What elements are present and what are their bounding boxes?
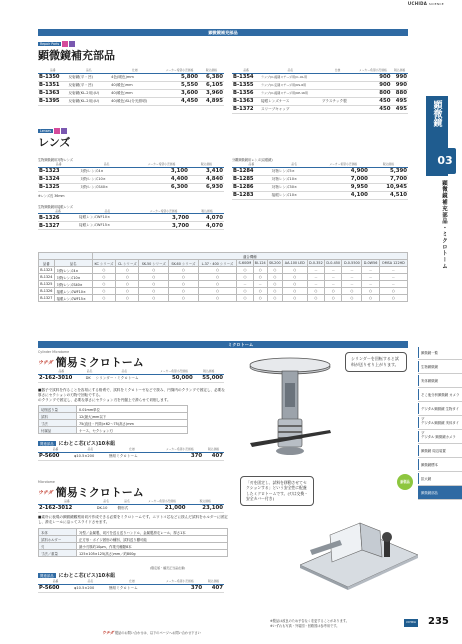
compat-mark: ○ [267,274,282,281]
compat-mark: － [362,274,379,281]
related-item: にわとこ芯(ビス)10本組 [58,441,116,447]
col-header: 税込価格 [369,162,408,167]
compat-mark: ○ [116,267,139,274]
microtome2-callout: 「刃を固定し、試料を移動させてセクションする」という安全性に配慮したミクロトームです。(刃は交換・安全カバー付き) [240,476,314,506]
compat-row [39,281,408,288]
sidebar-nav-item[interactable]: デジタル顕微鏡 実体タイプ [418,416,462,430]
table-row: 2-162-3010 DK シリンダー・ミクロトーム 50,000 55,000 [39,375,223,381]
table-row: B-1284 対物レンズ5× 4,900 5,390 [233,168,407,174]
compat-mark: ○ [362,288,379,295]
col-header: 仕様 [108,447,156,452]
compat-col-header: 品名 [54,260,92,267]
compat-mark: － [307,267,324,274]
compat-mark: － [253,281,267,288]
compat-mark: ○ [116,274,139,281]
col-header: 品番 [38,499,96,504]
compat-mark: ○ [169,288,199,295]
footer-left-text: 製品のお問い合わせは、以下のページへお問い合わせ下さい [114,631,201,635]
footer-logo: ウチダ [102,630,114,635]
col-header: 品番 [38,68,68,73]
table-row: B-1372 スリーブキャップ 450 495 [233,106,407,112]
col-header: メーカー希望小売価格 [354,68,391,73]
desc-line: のクランプで固定し、必要な厚さにセクション刃を円盤上で滑らせて切削します。 [38,398,171,402]
compat-mark: ○ [237,295,253,302]
compat-mark: ○ [169,281,199,288]
compat-mark: ○ [253,274,267,281]
compat-mark: － [362,281,379,288]
sidebar-nav-item[interactable]: 顕微鏡標本 [418,458,462,472]
compat-mark: ○ [282,274,307,281]
compat-mark: ○ [92,274,115,281]
compat-cell: 接眼レンズWF15× [54,295,92,302]
maker-logo: ウチダ [38,489,53,496]
compat-col-header: SK-200 [268,261,281,265]
col-header: 仕様 [110,68,160,73]
col-header: メーカー希望小売価格 [137,499,186,504]
table-row: P-5600 φ10.5×200 簡易ミクロトーム 370 407 [39,453,223,459]
compat-cell: 対物レンズ4× [54,267,92,274]
compat-mark: ○ [92,295,115,302]
col-header: メーカー希望小売価格 [154,369,194,374]
sidebar-nav-item[interactable]: 顕微鏡 周辺装置 [418,444,462,458]
compat-mark: ○ [198,267,237,274]
related-item: にわとこ芯(ビス)10本組 [58,573,116,579]
col-header: 税込価格 [199,68,224,73]
compat-mark: ○ [282,295,307,302]
compat-mark: － [237,281,253,288]
repair-parts-section [38,41,408,63]
table-row: B-1354 ランプ(C.後期ステージ用)C.-KL用 900 990 [233,74,407,80]
spec-row: 切削送り量 0.01mm単位 [39,406,188,413]
col-header: 品番 [38,369,85,374]
new-product-badge: 新製品 [397,474,413,490]
compat-col-header: D-0-450 [326,261,341,265]
desc-line: ■器子で試料を作ることを容易にする格責で、試料をミクロトーゼなどで挟み、円筒内のクランプで固定し、必要な厚さにセクションの刃物で回転でする。 [38,388,225,397]
col-header: メーカー希望小売価格 [134,162,189,167]
compat-mark: － [342,274,362,281]
compat-mark: ○ [116,295,139,302]
chapter-number: 03 [434,148,456,174]
table-row: B-1283 接眼レンズ10× 4,100 4,510 [233,192,407,198]
table-row: B-1327 接眼レンズWF15× 3,700 4,070 [39,222,223,229]
compat-mark: ○ [237,274,253,281]
table-row: B-1395 反射鏡(KL-2用)(U) 40(暖色)SL(分光照明) 4,450 4,895 [39,98,223,104]
compat-mark: ○ [253,288,267,295]
compat-mark: ○ [139,288,169,295]
compat-cell: B-1325 [40,282,53,286]
sidebar-nav-item[interactable]: 実体顕微鏡 [418,374,462,388]
spec-row: 試料ホルダー 正方形・ボイジ固形の種別、試料送り棚可能 [39,536,228,543]
col-header: 品名 [85,369,95,374]
sidebar-nav-item[interactable]: 拡大鏡 [418,472,462,486]
compat-mark: ○ [362,295,379,302]
compat-mark: ○ [267,288,282,295]
compat-mark: ○ [267,281,282,288]
lens-note: ※レンズ長 36mm [38,193,65,198]
col-header: 品名 [271,162,318,167]
compat-mark: ○ [282,267,307,274]
table-row: B-1363 反射鏡(KL-2用)(U) 40(暖色)mm 3,600 3,960 [39,90,223,96]
compat-mark: － [325,267,342,274]
compat-col-header: D-0W56 [363,261,378,265]
compat-mark: ○ [342,295,362,302]
spec-row: 寸法 75(直径・円筒)×62～75(高さ)mm [39,420,188,427]
compat-mark: ○ [237,267,253,274]
footer-brand-badge: UCHIDA [404,619,418,627]
compat-col-header: CL シリーズ [116,260,139,267]
compat-cell: 対物レンズS40× [54,281,92,288]
compat-mark: ○ [325,295,342,302]
compat-mark: ○ [92,267,115,274]
col-header: 税込価格 [194,369,224,374]
compat-col-header: L-37・400 シリーズ [198,260,237,267]
col-header: 品名 [79,162,133,167]
compat-cell: B-1326 [40,289,53,293]
compat-col-header: SK-60 シリーズ [169,260,199,267]
col-header: 仕様 [321,68,354,73]
microtome2-header [38,480,238,500]
compat-mark: ○ [169,274,199,281]
microtome2-spec-table [38,528,228,557]
product-tag: Cylinder Microtome [38,350,70,354]
compat-mark: ○ [198,281,237,288]
compat-col-header: KC シリーズ [92,260,115,267]
col-header: 税込価格 [203,447,224,452]
col-header: 品番 [232,162,271,167]
col-header: 税込価格 [187,499,224,504]
compat-mark: ○ [169,267,199,274]
compat-mark: ○ [116,288,139,295]
chapter-vertical-title: 顕微鏡補充部品・ミクロトーム [441,180,447,270]
compat-col-header: D-0-5500 [342,260,362,267]
compat-mark: － [379,267,407,274]
compat-row [39,267,408,274]
compat-mark: ○ [253,267,267,274]
related-note: (限定版・播売正当品在庫) [150,566,186,570]
compat-mark: ○ [139,274,169,281]
col-header: 品名 [73,579,108,584]
col-header: 品名 [96,499,117,504]
compat-mark: － [325,281,342,288]
table-row: B-1324 対物レンズ10× 4,400 4,840 [39,176,223,182]
section-title: レンズ [38,136,71,149]
table-row: B-1326 接眼レンズWF10× 3,700 4,070 [39,214,223,221]
compat-mark: ○ [92,288,115,295]
compat-mark: ○ [282,288,307,295]
compat-cell: B-1323 [40,268,53,272]
compat-mark: ○ [282,281,307,288]
table-row: P-5600 φ10.5×200 簡易ミクロトーム 370 407 [39,585,223,591]
sidebar-nav-item[interactable]: 生物顕微鏡 [418,360,462,374]
compat-mark: － [362,267,379,274]
product-title: 簡易ミクロトーム [55,356,144,369]
compat-mark: ○ [342,288,362,295]
compat-mark: － [379,274,407,281]
lens-section [38,128,408,150]
col-header: 仕様 [108,579,156,584]
spec-row: 付属品 ケース、セクション刃 [39,427,188,434]
page-number: 235 [428,616,449,627]
compat-row [39,274,408,281]
sidebar-nav-item[interactable]: そこ他分析顕微鏡 カメラ [418,388,462,402]
table-row: B-1286 対物レンズ30× 9,950 10,945 [233,184,407,190]
compat-mark: ○ [237,288,253,295]
compat-cell: B-1327 [40,296,53,300]
compat-mark: ○ [116,281,139,288]
col-header: 品名 [95,369,155,374]
compat-mark: ○ [139,295,169,302]
col-header: メーカー希望小売価格 [160,68,199,73]
col-header: 税込価格 [190,209,224,214]
compat-col-header: D-0-352 [309,261,323,265]
product-tag: Microtome [38,480,55,484]
table-row: B-1285 対物レンズ10× 7,000 7,700 [233,176,407,182]
microtome-bar [38,341,408,348]
maker-logo: ウチダ [38,359,53,366]
table-row: B-1323 対物レンズ4× 3,100 3,410 [39,168,223,174]
col-header: 品番 [232,68,260,73]
col-header: 品番 [38,209,78,214]
table-row: B-1325 対物レンズS40× 6,300 6,930 [39,184,223,190]
compat-row [39,295,408,302]
subtable-label: 生物顕微鏡用対物レンズ [38,158,73,162]
col-header: 品番 [38,447,73,452]
table-row: B-1363 接眼レンズケース プラスチック製 450 495 [233,98,407,104]
microtome1-price-table [38,369,224,383]
page-header [0,0,462,8]
col-header: 税込価格 [391,68,408,73]
table-row: 2-162-3012 DK-10 側形式 21,000 23,100 [39,505,223,511]
subtable-label: 生物顕微鏡用接眼レンズ [38,204,73,209]
spec-row: 寸法／重量 125×105×125(高さ)mm／約800g [39,550,228,557]
col-header: 品名 [73,447,108,452]
microtome1-header [38,350,238,370]
section-title: 顕微鏡補充部品 [38,49,115,62]
microtome1-spec-table [38,405,188,434]
group-header: 適合機種 [92,253,407,260]
microtome2-price-table [38,499,224,513]
sidebar-nav-item[interactable]: デジタル 顕微鏡カメラ [418,430,462,444]
col-header: 税込価格 [203,579,224,584]
compat-mark: ○ [253,295,267,302]
compat-mark: ○ [198,288,237,295]
spec-row: 本体 対型／金属製、切片を送る送りハンドル、金属製滑走レール、厚さ1本 [39,529,228,536]
compat-mark: － [325,274,342,281]
compat-mark: ○ [267,267,282,274]
compat-cell: 対物レンズ10× [54,274,92,281]
repair-table-right [232,68,408,114]
subtable-label: 分離顕微鏡用レンズ(双眼鏡) [232,158,273,162]
microtome1-photo [245,355,335,467]
col-header: 品番 [38,162,79,167]
compat-col-header: OMSA 122HD [379,260,407,267]
microtome1-callout: シリンダーを回転すると試料が送りせり上がります。 [345,352,407,372]
compat-mark: ○ [267,295,282,302]
section-tag: Lenses [38,128,408,134]
microtome2-description: ■素朴に表現の顕微鏡観察用切片作成できる必要をミクロトームです。ニワトコ芯などに挟んだ試料をホルダーに固定し、滑走レールに沿ってスライドさせます。 [38,515,228,524]
col-header: 品名 [260,68,321,73]
compat-col-header: SK-50 シリーズ [139,260,169,267]
compat-col-header: AA-100 LED [282,260,307,267]
compat-mark: － [307,281,324,288]
col-header: メーカー希望小売価格 [156,447,203,452]
related-title: 関連部品 [40,442,54,446]
compat-mark: － [379,281,407,288]
table-row: B-1351 反射鏡(平・凹) 40(暖色)mm 5,550 6,105 [39,82,223,88]
microtome2-photo [300,495,418,590]
compat-mark: ○ [92,281,115,288]
footer-note-left [102,630,201,636]
compat-mark: ○ [307,288,324,295]
col-header: 品名 [78,209,137,214]
lens-table-right [232,157,408,200]
microtome-bar-label: ミクロトーム [228,342,254,347]
footer-note-right [270,619,349,629]
col-header: 税込価格 [189,162,224,167]
col-header: メーカー希望小売価格 [156,579,203,584]
microtome2-related [38,572,224,593]
compat-col-header: S-600M [238,261,252,265]
spec-row: 試料 12(最大)mm以下 [39,413,188,420]
compat-mark: ○ [198,295,237,302]
compat-row [39,288,408,295]
compat-mark: ○ [198,274,237,281]
section-tag: Repair Parts [38,41,408,47]
microtome1-related [38,440,224,461]
compat-cell: B-1324 [40,275,53,279]
product-title: 簡易ミクロトーム [55,486,144,499]
compat-mark: ○ [379,295,407,302]
compat-mark: ○ [169,295,199,302]
table-row: B-1356 ランプ(C.後期ステージ用)KP-16用 800 880 [233,90,407,96]
col-header: 品番 [38,579,73,584]
sidebar-nav-item[interactable]: 顕微鏡部品 [418,486,462,500]
compat-mark: ○ [325,288,342,295]
sidebar-nav-item[interactable]: 顕微鏡一覧 [418,346,462,360]
col-header: 品名 [116,499,137,504]
related-title: 関連部品 [40,574,54,578]
chapter-tab-title: 顕微鏡 [431,100,442,127]
compat-mark: ○ [139,281,169,288]
section-bar: 顕微鏡補充部品 [38,29,408,36]
microtome1-description [38,388,228,403]
compat-mark: ○ [139,267,169,274]
compat-col-header: BI-124 [254,261,266,265]
compat-cell: 接眼レンズWF10× [54,288,92,295]
compat-mark: ○ [379,288,407,295]
table-row: B-1355 ランプ(C.定期ステージ用)KS-6用 900 990 [233,82,407,88]
footer-right-line: ※いずれも写真・外装図・回路図は参考用です。 [270,624,340,628]
table-row: B-1350 反射鏡(平・凹) 4色(暖色)mm 5,800 6,380 [39,74,223,80]
compat-mark: － [342,267,362,274]
compat-col-header: 品番 [39,260,55,267]
footer-right-line: ※製品は改良のため予告なく変更することがあります。 [270,619,349,623]
spec-row: 刃 最小刃厚約10μm、作業刃種類8本 [39,543,228,550]
col-header: メーカー希望小売価格 [137,209,190,214]
compatibility-table [38,252,408,302]
lens-table-left [38,157,224,230]
sidebar-nav [418,346,462,500]
col-header: メーカー希望小売価格 [318,162,369,167]
brand-logo: UCHIDA SCIENCE [407,1,444,6]
repair-table-left [38,68,224,106]
sidebar-nav-item[interactable]: デジタル顕微鏡 生物タイプ [418,402,462,416]
compat-mark: ○ [307,295,324,302]
compat-mark: － [342,281,362,288]
col-header: 品名 [68,68,111,73]
compat-mark: － [307,274,324,281]
